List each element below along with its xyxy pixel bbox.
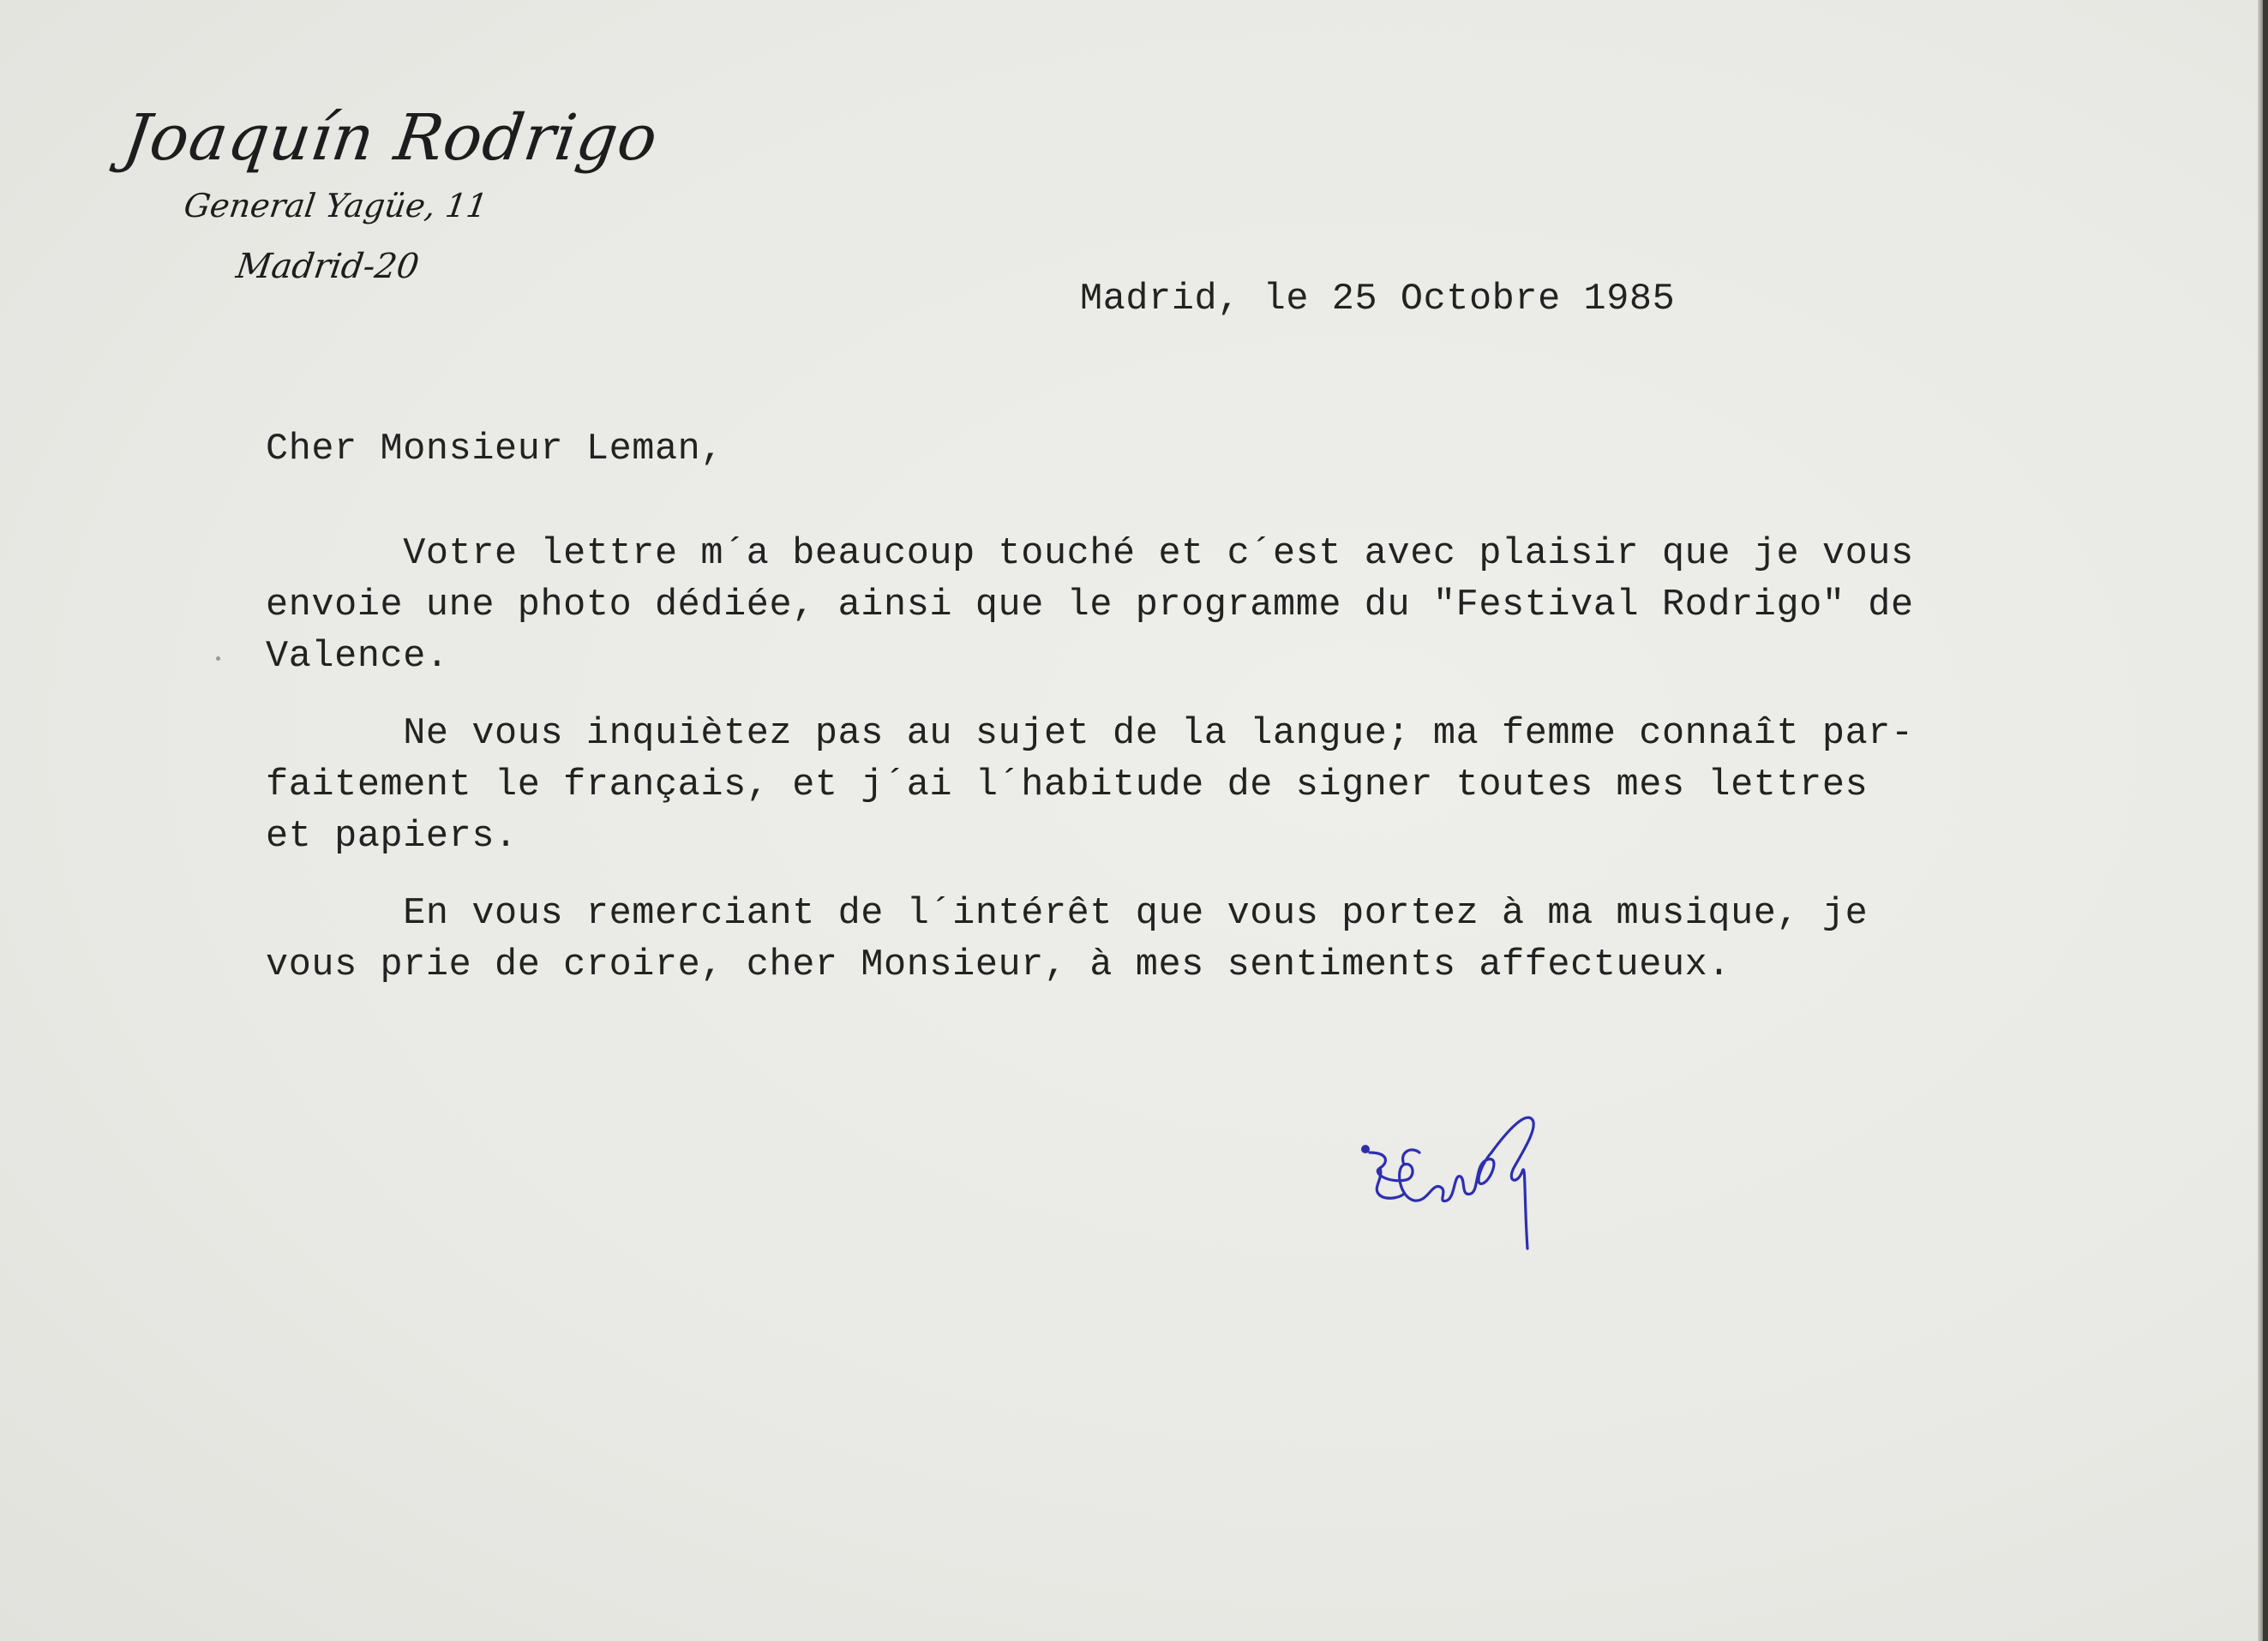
letterhead-name: Joaquín Rodrigo	[118, 101, 663, 175]
body-line: En vous remerciant de l´intérêt que vous portez à ma musique, je	[266, 893, 1869, 935]
body-line: envoie une photo dédiée, ainsi que le programme du "Festival Rodrigo" de	[266, 584, 1914, 626]
body-line: faitement le français, et j´ai l´habitude de signer toutes mes lettres	[266, 764, 1869, 806]
body-line: Ne vous inquiètez pas au sujet de la langue; ma femme connaît par-	[266, 713, 1914, 755]
letterhead-city: Madrid-20	[233, 247, 422, 286]
letterhead-street: General Yagüe, 11	[181, 187, 490, 225]
body-line: Votre lettre m´a beaucoup touché et c´est avec plaisir que je vous	[266, 533, 1914, 575]
paper-speck	[216, 656, 220, 661]
body-line: Valence.	[266, 636, 449, 678]
letter-salutation: Cher Monsieur Leman,	[266, 428, 724, 470]
body-line: vous prie de croire, cher Monsieur, à mes sentiments affectueux.	[266, 944, 1731, 986]
body-line: et papiers.	[266, 816, 518, 858]
letter-date: Madrid, le 25 Octobre 1985	[1080, 278, 1676, 320]
paper-edge	[2258, 0, 2263, 1641]
handwritten-signature	[1354, 1101, 1560, 1273]
